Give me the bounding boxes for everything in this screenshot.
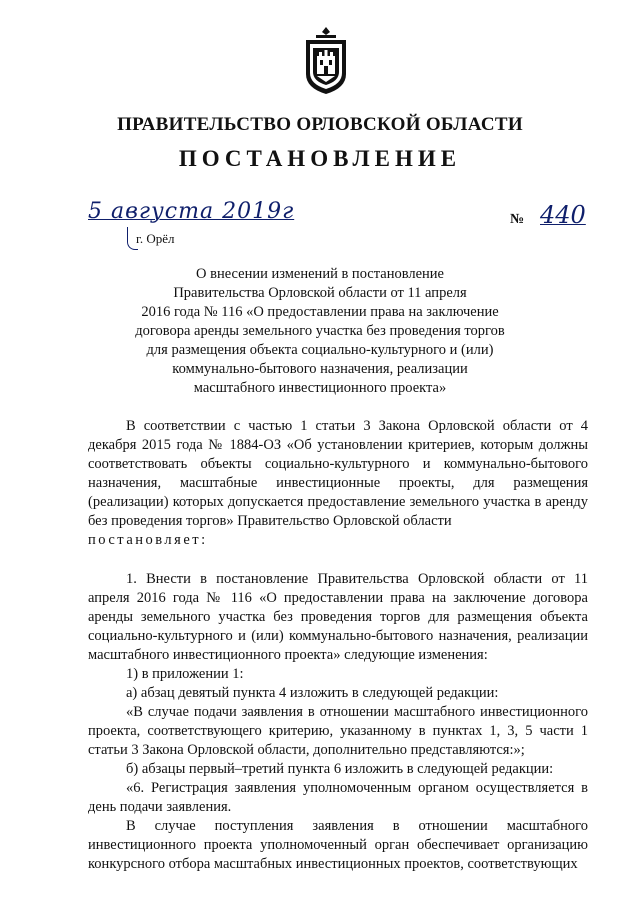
organization-title: ПРАВИТЕЛЬСТВО ОРЛОВСКОЙ ОБЛАСТИ <box>117 114 523 135</box>
title-line: Правительства Орловской области от 11 апреля <box>173 285 467 301</box>
number-label: № <box>510 212 525 227</box>
title-line: коммунально-бытового назначения, реализации <box>172 361 468 377</box>
paragraph-7: В случае поступления заявления в отношении масштабного инвестиционного проекта уполномоченный орган обеспечивает организацию конкурсного отбора масштабных инвестиционных проектов, соответствующих <box>88 818 588 872</box>
paragraph-2: 1) в приложении 1: <box>126 666 244 682</box>
handwritten-number: 440 <box>540 201 586 229</box>
city-label: г. Орёл <box>136 231 175 246</box>
document-body <box>88 417 588 874</box>
handwritten-date: 5 августа 2019г <box>88 199 295 224</box>
resolves-word: постановляет: <box>88 532 208 548</box>
coat-of-arms-emblem <box>302 26 350 96</box>
paragraph-5: б) абзацы первый–третий пункта 6 изложить в следующей редакции: <box>126 761 554 777</box>
preamble-paragraph: В соответствии с частью 1 статьи 3 Закона Орловской области от 4 декабря 2015 года № 1884-ОЗ «Об установлении критериев, которым должны соответствовать объекты социально-культурного и коммунально-бытового назначения, масштабные инвестиционные проекты, для размещения (реализации) которых допускается предоставление земельного участка в аренду без проведения торгов» Правительство Орловской области <box>88 418 588 529</box>
paragraph-3: а) абзац девятый пункта 4 изложить в следующей редакции: <box>126 685 499 701</box>
paragraph-4: «В случае подачи заявления в отношении масштабного инвестиционного проекта, соответствующего критерию, указанному в пунктах 1, 3, 5 части 1 статьи 3 Закона Орловской области, дополнительно представляются:»; <box>88 704 588 758</box>
document-title <box>100 265 540 398</box>
title-line: для размещения объекта социально-культурного и (или) <box>146 342 494 358</box>
title-line: масштабного инвестиционного проекта» <box>193 380 447 396</box>
title-line: договора аренды земельного участка без проведения торгов <box>135 323 505 339</box>
title-line: 2016 года № 116 «О предоставлении права на заключение <box>141 304 499 320</box>
title-line: О внесении изменений в постановление <box>196 266 444 282</box>
paragraph-1: 1. Внести в постановление Правительства Орловской области от 11 апреля 2016 года № 116 «О предоставлении права на заключение договора аренды земельного участка без проведения торгов для размещения объекта социально-культурного и (или) коммунально-бытового назначения, реализации масштабного инвестиционного проекта» следующие изменения: <box>88 571 588 663</box>
paragraph-6: «6. Регистрация заявления уполномоченным органом осуществляется в день подачи заявления. <box>88 780 588 815</box>
document-type: ПОСТАНОВЛЕНИЕ <box>178 146 462 171</box>
